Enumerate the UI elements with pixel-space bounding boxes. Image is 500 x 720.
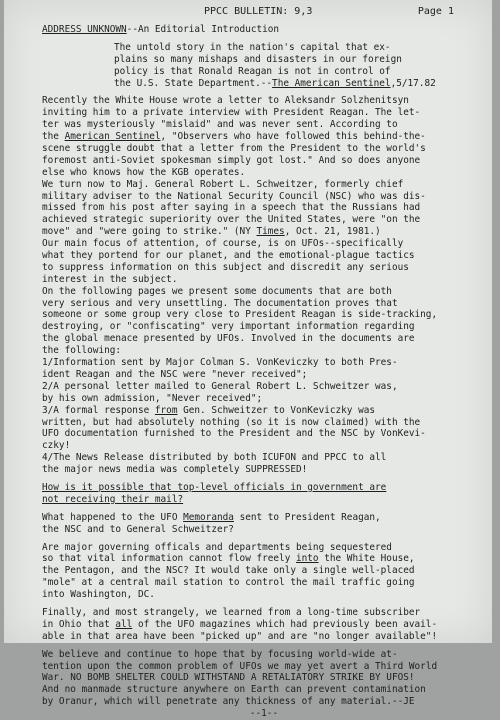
- list-item: 4/The News Release distributed by both ICUFON and PPCC to all: [42, 452, 387, 464]
- list-item: the major news media was completely SUPPRESSED!: [42, 464, 308, 476]
- document-page: [4, 0, 492, 720]
- paragraph-line: ter was mysteriously "mislaid" and was never sent. According to: [42, 119, 398, 131]
- list-item: 3/A formal response from Gen. Schweitzer to VonKeviczky was: [42, 404, 376, 416]
- paragraph-line: scene struggle doubt that a letter from the President to the world's: [42, 143, 426, 155]
- paragraph-line: into Washington, DC.: [42, 589, 155, 601]
- list-item: 1/Information sent by Major Colman S. VonKeviczky to both Pres-: [42, 357, 398, 369]
- epigraph-line: plains so many mishaps and disasters in our foreign: [114, 53, 402, 65]
- paragraph-line: On the following pages we present some documents that are both: [42, 285, 392, 297]
- bulletin-header: [204, 6, 464, 17]
- paragraph-line: able in that area have been "picked up" and are "no longer available"!: [42, 630, 438, 642]
- paragraph-line: Are major governing officals and departments being sequestered: [42, 541, 392, 553]
- paragraph-line: We believe and continue to hope that by focusing world-wide at-: [42, 648, 398, 660]
- paragraph-line: so that vital information cannot flow freely into the White House,: [42, 553, 415, 565]
- paragraph-line: War. NO BOMB SHELTER COULD WITHSTAND A RETALIATORY STRIKE BY UFOS!: [42, 672, 415, 684]
- question-heading: not receiving their mail?: [42, 493, 184, 505]
- list-item: czky!: [42, 440, 71, 452]
- paragraph-line: destroying, or "confiscating" very important information regarding: [42, 321, 415, 333]
- epigraph-line: the U.S. State Department.--The American Sentinel,5/17.82: [114, 77, 436, 89]
- paragraph-line: Finally, and most strangely, we learned from a long-time subscriber: [42, 606, 421, 618]
- paragraph-line: We turn now to Maj. General Robert L. Schweitzer, formerly chief: [42, 178, 404, 190]
- paragraph-line: And no manmade structure anywhere on Earth can prevent contamination: [42, 684, 426, 696]
- paragraph-line: missed from his post after saying in a speech that the Russians had: [42, 202, 421, 214]
- paragraph-line: inviting him to a private interview with President Reagan. The let-: [42, 107, 421, 119]
- epigraph-line: policy is that Ronald Reagan is not in control of: [114, 65, 391, 77]
- list-item: written, but had absolutely nothing (so it is now claimed) with the: [42, 416, 421, 428]
- list-item: 2/A personal letter mailed to General Robert L. Schweitzer was,: [42, 380, 398, 392]
- paragraph-line: the American Sentinel, "Observers who have followed this behind-the-: [42, 131, 426, 143]
- paragraph-line: someone or some group very close to President Reagan is side-tracking,: [42, 309, 438, 321]
- epigraph-line: The untold story in the nation's capital that ex-: [114, 41, 391, 53]
- paragraph-line: military adviser to the National Security Council (NSC) who was dis-: [42, 190, 426, 202]
- paragraph-line: What happened to the UFO Memoranda sent to President Reagan,: [42, 511, 381, 523]
- paragraph-line: by Oranur, which will penetrate any thickness of any material.--JE: [42, 696, 415, 708]
- paragraph-line: else who knows how the KGB operates.: [42, 166, 246, 178]
- sentinel-citation: The American Sentinel: [272, 77, 391, 89]
- list-item: ident Reagan and the NSC were "never received";: [42, 368, 308, 380]
- paragraph-line: in Ohio that all of the UFO magazines which had previously been avail-: [42, 618, 438, 630]
- paragraph-line: foremost anti-Soviet spokesman simply got lost." And so does anyone: [42, 154, 421, 166]
- bulletin-number: PPCC BULLETIN: 9,3: [204, 6, 313, 17]
- paragraph-line: the following:: [42, 345, 122, 357]
- question-heading: How is it possible that top-level officials in government are: [42, 481, 387, 493]
- list-item: by his own admission, "Never received";: [42, 392, 263, 404]
- paragraph-line: interest in the subject.: [42, 273, 178, 285]
- paragraph-line: Recently the White House wrote a letter to Aleksandr Solzhenitsyn: [42, 95, 409, 107]
- page-number: Page 1: [417, 6, 454, 17]
- paragraph-line: the Pentagon, and the NSC? It would take only a single well-placed: [42, 565, 415, 577]
- document-body: [42, 24, 486, 720]
- paragraph-line: achieved strategic superiority over the United States, were "on the: [42, 214, 421, 226]
- paragraph-line: move" and "were going to strike." (NY Times, Oct. 21, 1981.): [42, 226, 381, 238]
- editorial-title: ADDRESS UNKNOWN--An Editorial Introduction: [42, 24, 280, 35]
- paragraph-line: to suppress information on this subject and discredit any serious: [42, 261, 409, 273]
- paragraph-line: Our main focus of attention, of course, is on UFOs--specifically: [42, 238, 404, 250]
- paragraph-line: "mole" at a central mail station to control the mail traffic going: [42, 577, 415, 589]
- list-item: UFO documentation furnished to the President and the NSC by VonKevi-: [42, 428, 426, 440]
- page-footer: --1--: [249, 708, 279, 720]
- paragraph-line: the NSC and to General Schweitzer?: [42, 523, 234, 535]
- paragraph-line: what they portend for our planet, and the emotional-plague tactics: [42, 250, 415, 262]
- paragraph-line: tention upon the common problem of UFOs we may yet avert a Third World: [42, 660, 438, 672]
- paragraph-line: the global menace presented by UFOs. Involved in the documents are: [42, 333, 415, 345]
- paragraph-line: very serious and very unsettling. The documentation proves that: [42, 297, 398, 309]
